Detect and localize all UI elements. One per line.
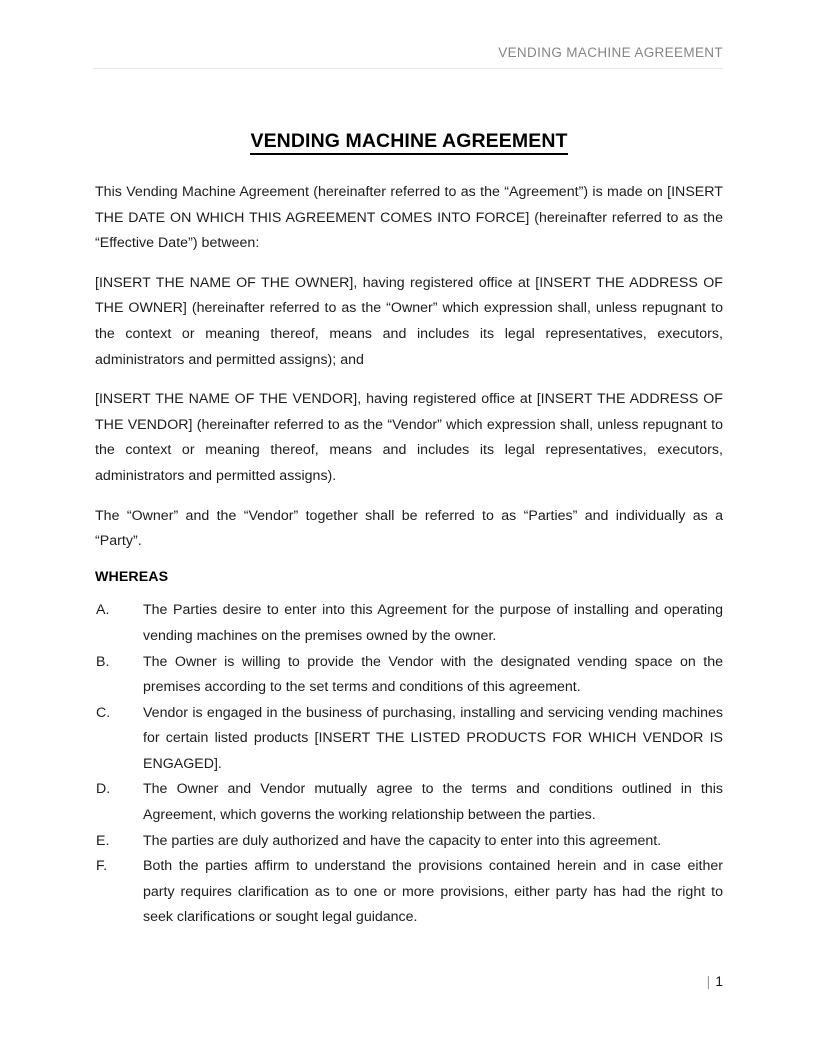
- list-item-text: Both the parties affirm to understand the provisions contained herein and in case either party requires clarification as to one or more provisions, either party has had the right to seek clarifications or sought legal guidance.: [143, 858, 723, 926]
- whereas-heading: WHEREAS: [95, 568, 169, 585]
- list-item: [95, 777, 723, 828]
- intro-paragraph: This Vending Machine Agreement (hereinafter referred to as the “Agreement”) is made on [INSERT THE DATE ON WHICH THIS AGREEMENT COMES INTO FORCE] (hereinafter referred to as the “Effective Date”) between:: [95, 184, 723, 252]
- page-footer: [95, 970, 723, 992]
- page-title-text: VENDING MACHINE AGREEMENT: [250, 130, 567, 155]
- list-item-text: The parties are duly authorized and have the capacity to enter into this agreement.: [143, 832, 662, 849]
- parties-paragraph: The “Owner” and the “Vendor” together shall be referred to as “Parties” and individually as a “Party”.: [95, 507, 723, 550]
- list-item-text: The Parties desire to enter into this Agreement for the purpose of installing and operating vending machines on the premises owned by the owner.: [143, 602, 723, 644]
- header-divider: [93, 68, 723, 69]
- list-item: [95, 650, 723, 701]
- vendor-paragraph: [INSERT THE NAME OF THE VENDOR], having registered office at [INSERT THE ADDRESS OF THE VENDOR] (hereinafter referred to as the “Vendor” which expression shall, unless repugnant to the context or meaning thereof, means and includes its legal representatives, executors, administrators and permitted assigns).: [95, 391, 723, 484]
- owner-paragraph: [INSERT THE NAME OF THE OWNER], having registered office at [INSERT THE ADDRESS OF THE OWNER] (hereinafter referred to as the “Owner” which expression shall, unless repugnant to the context or meaning thereof, means and includes its legal representatives, executors, administrators and permitted assigns); and: [95, 274, 723, 368]
- list-item-marker: F.: [96, 858, 108, 875]
- recitals-list: [95, 598, 723, 931]
- list-item-marker: D.: [96, 781, 111, 798]
- page-title: [95, 128, 723, 154]
- list-item-marker: E.: [96, 832, 110, 849]
- document-body: [95, 128, 723, 931]
- running-header-title: VENDING MACHINE AGREEMENT: [498, 45, 723, 60]
- page-number: 1: [715, 973, 723, 989]
- list-item-marker: B.: [96, 653, 110, 670]
- list-item-marker: C.: [96, 704, 111, 721]
- list-item: [95, 701, 723, 778]
- footer-separator: |: [706, 973, 711, 989]
- list-item-text: The Owner is willing to provide the Vendor with the designated vending space on the premises according to the set terms and conditions of this agreement.: [143, 653, 723, 696]
- list-item-text: The Owner and Vendor mutually agree to the terms and conditions outlined in this Agreement, which governs the working relationship between the parties.: [143, 781, 723, 824]
- list-item-marker: A.: [96, 602, 110, 619]
- list-item: [95, 598, 723, 649]
- running-header: [93, 44, 723, 69]
- list-item: [95, 854, 723, 931]
- list-item: [95, 829, 723, 855]
- list-item-text: Vendor is engaged in the business of purchasing, installing and servicing vending machines for certain listed products [INSERT THE LISTED PRODUCTS FOR WHICH VENDOR IS ENGAGED].: [143, 704, 723, 772]
